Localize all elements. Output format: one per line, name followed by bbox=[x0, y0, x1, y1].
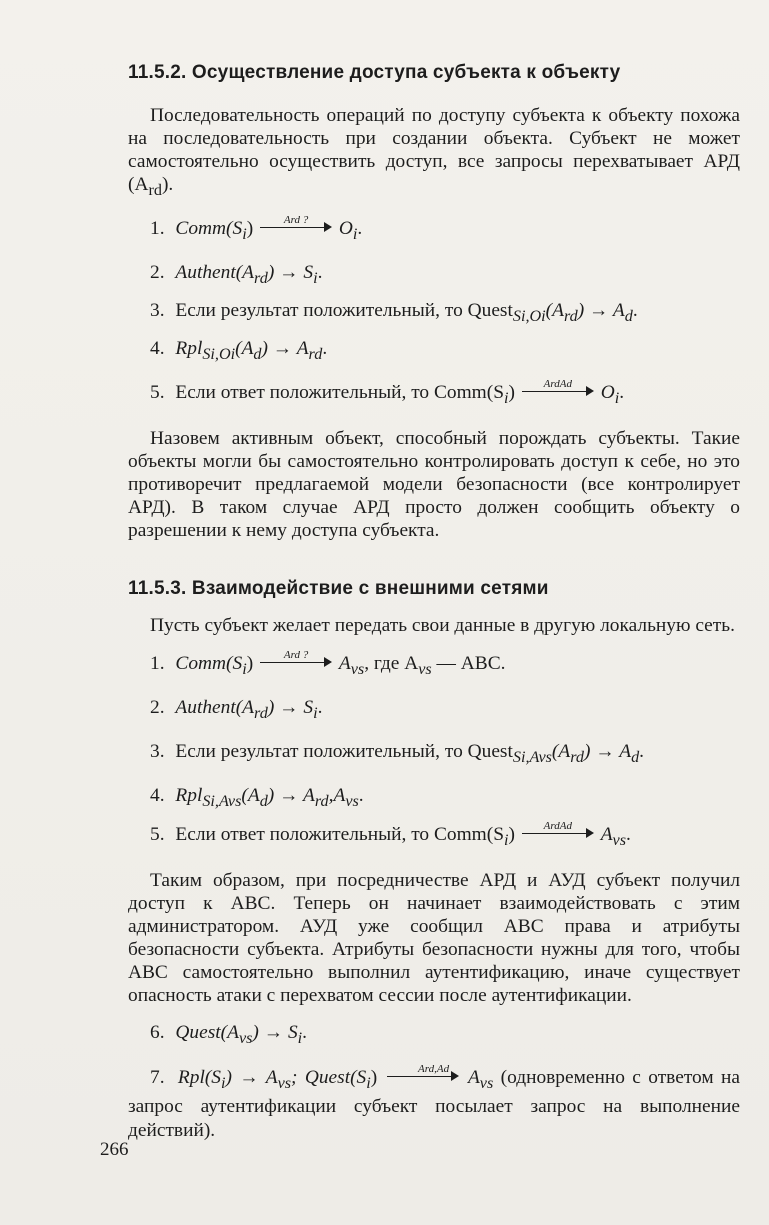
formula-step-ext-2: 2. $Authent(A_{rd}) \to S_i$. bbox=[150, 697, 323, 722]
formula-step-ext-7: 7. $Rpl(S_i) \to A_{vs}$; $Quest(S_i)$ Ard,Ad $A_{vs}$ (одновременно с ответом на запрос аутентификации субъект посылает запрос на выполнение действий). bbox=[128, 1062, 740, 1142]
page-number: 266 bbox=[100, 1139, 129, 1160]
labeled-arrow: Ard ? bbox=[260, 651, 332, 671]
section-heading-external-networks: 11.5.3. Взаимодействие с внешними сетями bbox=[128, 578, 549, 600]
paragraph-external-intro: Пусть субъект желает передать свои данные в другую локальную сеть. bbox=[150, 615, 735, 637]
labeled-arrow: ArdAd bbox=[522, 822, 594, 842]
formula-step-3: 3. Если результат положительный, то $Quest_{Si,Oi}(A_{rd}) \to A_d$. bbox=[150, 299, 638, 325]
paragraph-access-intro: Последовательность операций по доступу субъекта к объекту похожа на последовательность при создании объекта. Субъект не может самостоятельно осуществить доступ, все запросы перехватывает АРД $(A_{rd})$. bbox=[128, 105, 740, 199]
formula-step-1: 1. $Comm(S_i)$ Ard ? $O_i$. bbox=[150, 213, 363, 243]
paragraph-active-object: Назовем активным объект, способный порождать субъекты. Такие объекты могли бы самостоятельно контролировать доступ к себе, но это противоречит предлагаемой модели безопасности (все контролирует АРД). В таком случае АРД просто должен сообщить объекту о разрешении к нему доступа субъекта. bbox=[128, 428, 740, 542]
labeled-arrow: Ard,Ad bbox=[387, 1065, 459, 1085]
labeled-arrow: ArdAd bbox=[522, 380, 594, 400]
formula-step-ext-4: 4. $Rpl_{Si,Avs}(A_d) \to A_{rd},A_{vs}$. bbox=[150, 784, 364, 810]
formula-step-5: 5. Если ответ положительный, то $Comm(S_i)$ ArdAd $O_i$. bbox=[150, 378, 625, 408]
paragraph-session-security: Таким образом, при посредничестве АРД и АУД субъект получил доступ к АВС. Теперь он начинает взаимодействовать с этим администратором. АУД уже сообщил АВС права и атрибуты безопасности субъекта. Атрибуты безопасности нужны для того, чтобы АВС самостоятельно выполнил аутентификацию, иначе существует опасность атаки с перехватом сессии после аутентификации. bbox=[128, 869, 740, 1006]
formula-step-ext-5: 5. Если ответ положительный, то $Comm(S_i)$ ArdAd $A_{vs}$. bbox=[150, 819, 631, 849]
formula-step-4: 4. $Rpl_{Si,Oi}(A_d) \to A_{rd}$. bbox=[150, 337, 328, 363]
formula-step-ext-6: 6. $Quest(A_{vs}) \to S_i$. bbox=[150, 1021, 308, 1047]
formula-step-2: 2. $Authent(A_{rd}) \to S_i$. bbox=[150, 261, 323, 287]
formula-step-ext-1: 1. $Comm(S_i)$ Ard ? $A_{vs}$, где $A_{vs}$ — АВС. bbox=[150, 649, 506, 679]
page-content bbox=[128, 62, 740, 1143]
formula-step-ext-3: 3. Если результат положительный, то $Quest_{Si,Avs}(A_{rd}) \to A_d$. bbox=[150, 741, 644, 766]
section-heading-access: 11.5.2. Осуществление доступа субъекта к объекту bbox=[128, 62, 621, 83]
labeled-arrow: Ard ? bbox=[260, 216, 332, 236]
